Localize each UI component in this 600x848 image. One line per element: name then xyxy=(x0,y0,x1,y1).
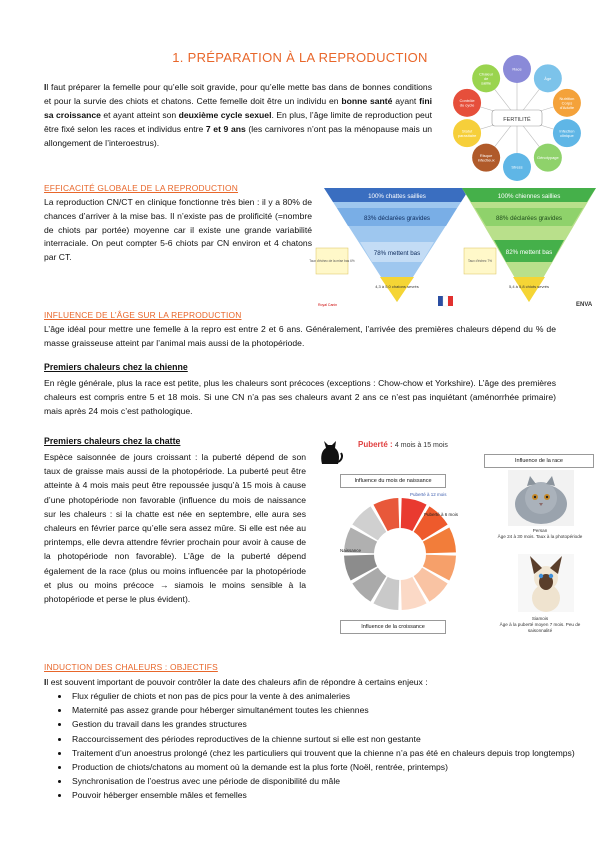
induction-intro xyxy=(44,675,556,689)
intro-text-1: l faut préparer la femelle pour qu’elle soit gravide, pour qu’elle mette bas dans de bonnes conditions et pour la survie des chiots et chatons. Cette femelle doit être un individu en xyxy=(44,82,432,106)
intro-bold-1: bonne santé xyxy=(341,96,393,106)
wheel-bubble-label: Race xyxy=(512,66,522,72)
induction-list xyxy=(44,689,590,803)
persian-cat-image xyxy=(508,470,574,526)
intro-paragraph xyxy=(44,80,432,150)
birth-month-donut xyxy=(340,486,460,626)
page-title: 1. PRÉPARATION À LA REPRODUCTION xyxy=(172,50,428,65)
left-funnel-label-3: 78% mettent bas xyxy=(373,250,421,257)
right-funnel-note: Taux d'échec 7% xyxy=(468,259,492,263)
wheel-bubble-label: Risque infectieux xyxy=(477,152,495,163)
credit-label: Royal Canin xyxy=(318,303,338,307)
siamois-caption xyxy=(488,616,592,634)
left-funnel-note: Taux d'échec de la mise bas 6% xyxy=(309,259,355,263)
wheel-bubble-label: Statut parasitaire xyxy=(457,128,477,138)
wheel-bubble-label: Âge xyxy=(544,75,552,81)
intro-bold-3: deuxième cycle sexuel xyxy=(178,110,272,120)
mois-naissance-box: Influence du mois de naissance xyxy=(340,474,446,488)
reproduction-funnels-figure xyxy=(309,184,598,310)
puberty-figure xyxy=(312,436,598,650)
intro-text-4: . En plus, l’âge limite de reproduction peut être fixé selon les races et individus entre xyxy=(44,110,432,134)
puberte-range: 4 mois à 15 mois xyxy=(394,442,448,449)
france-flag-icon xyxy=(438,296,453,306)
influence-age-paragraph: L’âge idéal pour mettre une femelle à la repro est entre 2 et 6 ans. Généralement, l’arrivée des premières chaleurs dépend du % de masse graisseuse atteint par l’animal mais aussi de la photopériode. xyxy=(44,324,556,348)
list-item: • Maternité pas assez grande pour héberger simultanément toutes les chiennes xyxy=(70,703,590,717)
induction-intro-text: l est souvent important de pouvoir contrôler la date des chaleurs afin de répondre à certains enjeux : xyxy=(46,677,428,687)
perse-name: Persan xyxy=(532,528,548,533)
chatte-heading: Premiers chaleurs chez la chatte xyxy=(44,436,181,446)
perse-caption xyxy=(488,528,592,540)
list-item: • Gestion du travail dans les grandes structures xyxy=(70,717,590,731)
left-funnel-label-4: 4,3 à 5,0 chatons sevrés xyxy=(375,284,419,289)
influence-age-heading: INFLUENCE DE L’ÂGE SUR LA REPRODUCTION xyxy=(44,310,242,320)
right-funnel-tier-4 xyxy=(513,277,545,302)
croissance-box: Influence de la croissance xyxy=(340,620,446,634)
intro-text-2: ayant xyxy=(392,96,420,106)
wheel-bubble-label: Contrôle du cycle xyxy=(459,98,475,108)
right-funnel-label-4: 5,4 à 5,8 chiots sevrés xyxy=(508,284,550,289)
induction-heading: INDUCTION DES CHALEURS : OBJECTIFS xyxy=(44,662,218,672)
wheel-center-label: FERTILITÉ xyxy=(503,117,531,123)
siamois-name: Siamois xyxy=(531,616,549,621)
chienne-paragraph: En règle générale, plus la race est petite, plus les chaleurs sont précoces (exceptions : Chow-chow et Yorkshire). L’âge des premières chaleurs est compris entre 5 et 18 mois. Si une CN n’a pas ses chaleurs avant 2 ans ce n’est pas inquiétant (aménorrhée primaire) mais après 24 mois c’est pathologique. xyxy=(44,378,556,416)
chatte-paragraph: Espèce saisonnée de jours croissant : la puberté dépend de son taux de graisse mais aussi de la photopériode. La puberté peut être atteinte à 4 mois mais peut être repoussée jusqu’à 15 mois à cause d’une photopériode non favorable (influence du mois de naissance sur les chaleurs : si la chatte est née en septembre, elle aura ses chaleurs en février parce qu’elle sera assez mûre. Si elle est née au printemps, elle devra attendre février prochain pour avoir à cause de la photopériode non favorable). L’âge de la puberté dépend également de la race (plus ou moins influencée par la photopériode et plus ou moins précoce → siamois le moins sensible à la photopériode et perse le plus évident). xyxy=(44,452,306,605)
intro-bold-2: fini sa croissance xyxy=(44,96,432,120)
efficacite-paragraph: La reproduction CN/CT en clinique fonctionne très bien : il y a 80% de chances d’arriver à la mise bas. Il n’existe pas de prolificité (=nombre de chiots par portée) moyenne car il existe une grande variabilité interraciale. On peut compter 5-6 chiots par CN environ et 4 chatons par CT. xyxy=(44,197,312,263)
cat-silhouette-icon xyxy=(316,438,344,466)
wheel-bubble-label: Infection clinique xyxy=(559,128,575,138)
intro-dropcap: I xyxy=(44,82,47,92)
right-funnel-label-1: 100% chiennes saillies xyxy=(497,193,561,200)
wheel-bubble-label: Chaleur de saillie xyxy=(479,71,494,86)
intro-text-5: (les carnivores n’ont pas la ménopause mais un allongement de l’interoestrus). xyxy=(44,124,433,148)
siamois-note: Âge à la puberté moyen 7 mois. Peu de saisonnalité xyxy=(499,622,581,633)
donut-label-l: Naissance xyxy=(340,548,362,553)
efficacite-heading: EFFICACITÉ GLOBALE DE LA REPRODUCTION xyxy=(44,183,239,193)
race-box: Influence de la race xyxy=(484,454,594,468)
perse-note: Âge 24 à 30 mois. Taux à la photopériode xyxy=(497,534,583,539)
wheel-bubble-label: Génotypage xyxy=(536,155,559,161)
list-item: • Flux régulier de chiots et non pas de pics pour la vente à des animaleries xyxy=(70,689,590,703)
right-funnel-label-2: 88% déclarées gravides xyxy=(495,215,563,222)
wheel-bubble-label: Nutrition Corps d'Adulte xyxy=(559,95,575,110)
right-funnel-label-3: 82% mettent bas xyxy=(505,249,553,256)
list-item: • Pouvoir héberger ensemble mâles et femelles xyxy=(70,788,590,802)
donut-label-r2: Puberté à 6 mois xyxy=(424,512,459,517)
intro-bold-4: 7 et 9 ans xyxy=(205,124,246,134)
chienne-heading: Premiers chaleurs chez la chienne xyxy=(44,362,188,372)
left-funnel-tier-4 xyxy=(380,277,414,302)
list-item: • Traitement d’un anoestrus prolongé (chez les particuliers qui trouvent que la chienne n’a pas été en chaleurs depuis trop longtemps) xyxy=(70,746,590,760)
left-funnel-label-1: 100% chattes saillies xyxy=(368,193,426,200)
list-item: • Synchronisation de l’oestrus avec une période de disponibilité du mâle xyxy=(70,774,590,788)
list-item: • Production de chiots/chatons au moment où la demande est la plus forte (Noël, rentrée, printemps) xyxy=(70,760,590,774)
left-funnel-label-2: 83% déclarées gravides xyxy=(363,215,431,222)
puberte-label xyxy=(358,440,448,449)
list-item: • Raccourcissement des périodes reproductives de la chienne surtout si elle est non gestante xyxy=(70,732,590,746)
fertility-wheel-diagram xyxy=(436,52,598,186)
wheel-bubble-label: Stress xyxy=(511,164,523,170)
induction-dropcap: I xyxy=(44,677,47,687)
puberte-label-text: Puberté : xyxy=(358,440,393,449)
donut-label-r1: Puberté à 12 mois xyxy=(410,492,447,497)
intro-text-3: et ayant atteint son xyxy=(100,110,179,120)
siamese-cat-image xyxy=(518,554,574,612)
enva-logo: ENVA xyxy=(576,302,593,308)
